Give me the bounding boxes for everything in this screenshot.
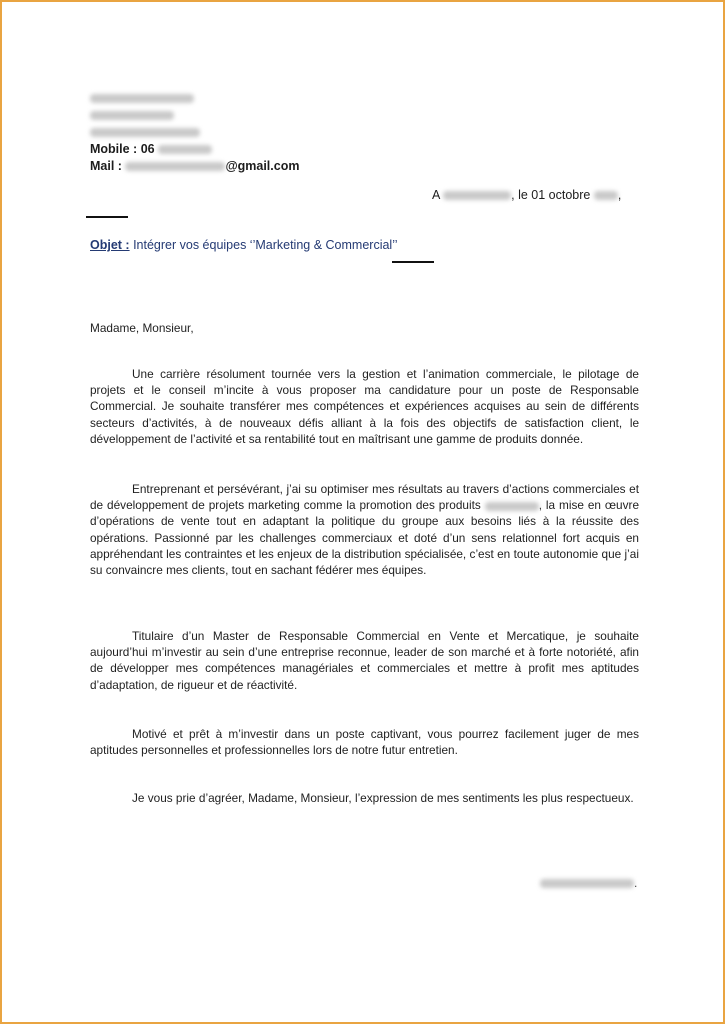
paragraph-4: Motivé et prêt à m’investir dans un poste captivant, vous pourrez facilement juger de mes aptitudes personnelles et professionnelles lors de notre futur entretien. xyxy=(90,727,639,758)
subject-text: Intégrer vos équipes ‘’Marketing & Commercial’’ xyxy=(129,238,398,252)
subject-label: Objet : xyxy=(90,238,130,252)
redacted-year xyxy=(594,191,618,200)
mail-label: Mail : xyxy=(90,159,122,173)
paragraph-5: Je vous prie d’agréer, Madame, Monsieur, l’expression de mes sentiments les plus respectueux. xyxy=(132,791,634,805)
mail-domain: @gmail.com xyxy=(225,159,300,173)
sender-name xyxy=(90,90,299,107)
paragraph-2-start: Entreprenant et persévérant, j’ai su optimiser mes résultats au travers d’actions commerciales et de développement de projets marketing comme la promotion des produits xyxy=(90,482,639,513)
signature-period: . xyxy=(634,876,638,890)
date-line xyxy=(432,188,621,202)
sender-block xyxy=(90,90,299,175)
subject-line xyxy=(90,238,398,252)
sender-street xyxy=(90,107,299,124)
redacted-city xyxy=(90,128,200,137)
date-prefix: A xyxy=(432,188,440,202)
redacted-brand xyxy=(485,502,539,511)
redacted-name xyxy=(90,94,194,103)
sender-mail xyxy=(90,158,299,175)
redacted-phone xyxy=(158,145,212,154)
redacted-signature-name xyxy=(540,879,634,888)
date-suffix: , xyxy=(617,188,622,202)
divider-right xyxy=(392,261,434,263)
salutation: Madame, Monsieur, xyxy=(90,321,194,335)
date-text: , le 01 octobre xyxy=(511,188,591,202)
divider-left xyxy=(86,216,128,218)
letter-page xyxy=(2,2,723,1022)
redacted-email xyxy=(125,162,225,171)
mobile-label: Mobile : 06 xyxy=(90,142,155,156)
paragraph-3: Titulaire d’un Master de Responsable Commercial en Vente et Mercatique, je souhaite aujourd’hui m’investir au sein d’une entreprise reconnue, leader de son marché et à forte notoriété, afin de développer mes compétences managériales et commerciales et mettre à profit mes aptitudes d’adaptation, de rigueur et de réactivité. xyxy=(90,629,639,692)
sender-city xyxy=(90,124,299,141)
paragraph-2 xyxy=(90,481,639,578)
sender-mobile xyxy=(90,141,299,158)
paragraph-1: Une carrière résolument tournée vers la gestion et l’animation commerciale, le pilotage de projets et le conseil m’incite à vous proposer ma candidature pour un poste de Responsable Commercial. Je souhaite transférer mes compétences et expériences acquises au sein de différents secteurs d’activités, à de nouveaux défis alliant à la fois des objectifs de satisfaction client, le développement de l’activité et sa rentabilité tout en maîtrisant une gamme de produits donnée. xyxy=(90,367,639,446)
redacted-place xyxy=(443,191,511,200)
paragraph-2-end: , la mise en œuvre d’opérations de vente tout en adaptant la politique du groupe aux besoins liés à la réussite des opérations. Passionné par les challenges commerciaux et doté d’un sens relationnel fort acquis en appréhendant les contraintes et les enjeux de la distribution spécialisée, c’est en toute autonomie que j’ai su convaincre mes clients, tout en sachant fédérer mes équipes. xyxy=(90,498,640,578)
signature xyxy=(540,876,637,890)
redacted-street xyxy=(90,111,174,120)
